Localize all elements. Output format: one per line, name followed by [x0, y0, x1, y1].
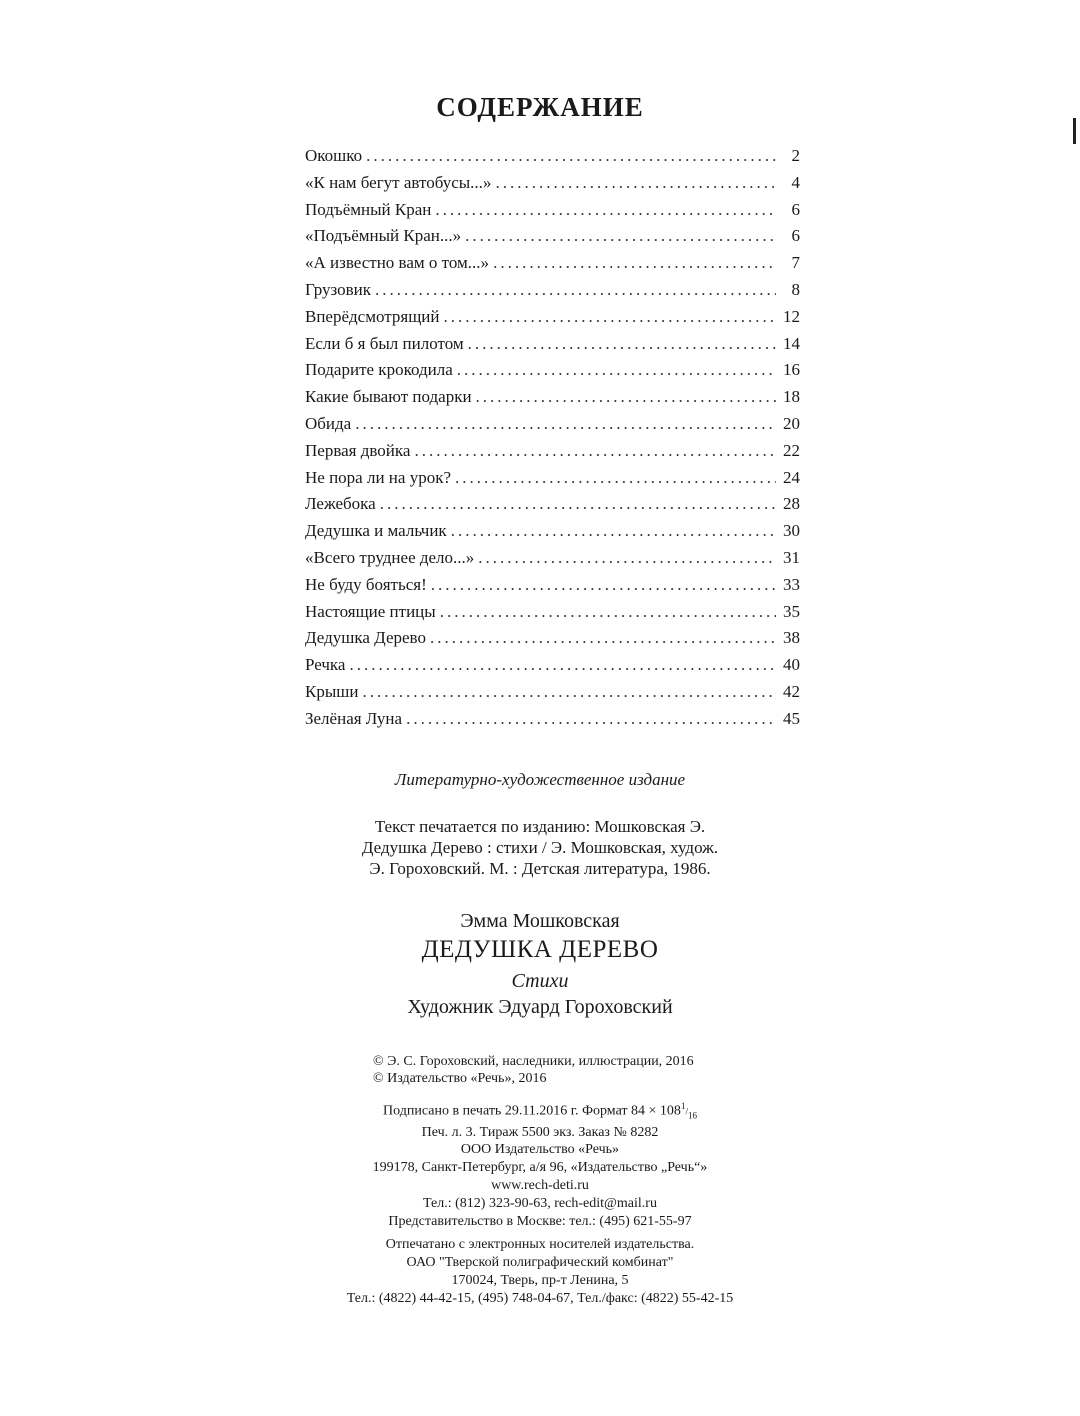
toc-entry-title: Речка	[305, 655, 346, 675]
toc-entry	[305, 277, 800, 304]
imprint-format-text: Подписано в печать 29.11.2016 г. Формат 84 × 108	[383, 1103, 681, 1119]
dot-leader	[362, 679, 776, 706]
toc-entry	[305, 250, 800, 277]
toc-entry-title: «А известно вам о том...»	[305, 253, 490, 273]
toc-entry	[305, 572, 800, 599]
edition-type: Литературно-художественное издание	[394, 770, 686, 789]
toc-entry-page: 35	[783, 601, 800, 621]
toc-entry	[305, 304, 800, 331]
source-line: Дедушка Дерево : стихи / Э. Мошковская, худож.	[361, 838, 719, 857]
dot-leader	[435, 197, 776, 224]
printer-line: ОАО "Тверской полиграфический комбинат"	[406, 1255, 674, 1270]
toc-entry-title: Если б я был пилотом	[305, 333, 464, 353]
toc-entry-title: Грузовик	[305, 279, 372, 299]
dot-leader	[355, 411, 776, 438]
toc-title: СОДЕРЖАНИЕ	[436, 92, 644, 122]
dot-leader	[406, 706, 776, 733]
publisher-info	[0, 1141, 1080, 1231]
toc-entry-page: 16	[783, 360, 800, 380]
dot-leader	[349, 652, 776, 679]
dot-leader	[430, 625, 776, 652]
toc-entry-page: 24	[783, 467, 800, 487]
genre: Стихи	[511, 970, 569, 992]
toc-entry-page: 20	[783, 413, 800, 433]
dot-leader	[451, 518, 776, 545]
toc-entry-title: Лежебока	[305, 494, 376, 514]
source-note	[0, 816, 1080, 879]
copyright-line: © Издательство «Речь», 2016	[373, 1071, 547, 1086]
toc-entry	[305, 438, 800, 465]
toc-entry-page: 30	[783, 521, 800, 541]
dot-leader	[380, 491, 776, 518]
toc-entry-title: Крыши	[305, 681, 359, 701]
table-of-contents	[305, 143, 800, 733]
toc-entry	[305, 357, 800, 384]
toc-entry-title: Дедушка и мальчик	[305, 521, 447, 541]
source-line: Э. Гороховский. М. : Детская литература, 1986.	[369, 859, 711, 878]
author-name: Эмма Мошковская	[460, 910, 620, 932]
toc-entry	[305, 331, 800, 358]
toc-entry-page: 7	[791, 253, 800, 273]
dot-leader	[440, 599, 776, 626]
toc-entry-title: Обида	[305, 413, 352, 433]
toc-entry	[305, 652, 800, 679]
toc-entry	[305, 143, 800, 170]
printer-info	[0, 1236, 1080, 1308]
copyright-line: © Э. С. Гороховский, наследники, иллюстрации, 2016	[373, 1054, 694, 1069]
publisher-line: Тел.: (812) 323-90-63, rech-edit@mail.ru	[423, 1196, 657, 1211]
dot-leader	[414, 438, 776, 465]
dot-leader	[457, 357, 776, 384]
toc-entry-page: 45	[783, 708, 800, 728]
toc-entry-page: 4	[791, 172, 800, 192]
toc-entry	[305, 679, 800, 706]
toc-entry-title: Первая двойка	[305, 440, 411, 460]
publisher-line: www.rech-deti.ru	[491, 1178, 589, 1193]
toc-entry-title: Не буду бояться!	[305, 574, 427, 594]
dot-leader	[455, 465, 776, 492]
printer-line: 170024, Тверь, пр-т Ленина, 5	[451, 1273, 629, 1288]
toc-entry	[305, 625, 800, 652]
toc-entry-page: 40	[783, 655, 800, 675]
publisher-line: 199178, Санкт-Петербург, а/я 96, «Издательство „Речь“»	[372, 1160, 708, 1175]
toc-entry-page: 38	[783, 628, 800, 648]
publisher-line: Представительство в Москве: тел.: (495) 621-55-97	[388, 1214, 692, 1229]
format-fraction-denominator: 16	[687, 1110, 697, 1121]
toc-entry-page: 12	[783, 306, 800, 326]
toc-entry	[305, 545, 800, 572]
copyright-notice	[373, 1053, 694, 1087]
toc-entry	[305, 197, 800, 224]
toc-entry-page: 6	[791, 226, 800, 246]
dot-leader	[493, 250, 776, 277]
toc-entry-title: Настоящие птицы	[305, 601, 436, 621]
toc-entry-title: «Подъёмный Кран...»	[305, 226, 462, 246]
toc-entry-title: Окошко	[305, 146, 363, 165]
toc-entry-page: 28	[783, 494, 800, 514]
toc-entry-title: Зелёная Луна	[305, 708, 403, 728]
printer-line: Отпечатано с электронных носителей издательства.	[385, 1237, 695, 1252]
toc-entry-page: 2	[791, 146, 800, 165]
toc-entry-page: 14	[783, 333, 800, 353]
toc-entry	[305, 518, 800, 545]
toc-entry-page: 8	[791, 279, 800, 299]
toc-entry	[305, 491, 800, 518]
toc-entry-title: Дедушка Дерево	[305, 628, 426, 648]
dot-leader	[465, 223, 776, 250]
source-line: Текст печатается по изданию: Мошковская Э.	[374, 817, 706, 836]
toc-entry-page: 31	[783, 547, 800, 567]
toc-entry	[305, 223, 800, 250]
dot-leader	[431, 572, 776, 599]
dot-leader	[468, 331, 776, 358]
imprint-info	[0, 1097, 1080, 1142]
toc-entry-page: 22	[783, 440, 800, 460]
toc-entry	[305, 706, 800, 733]
toc-entry-page: 18	[783, 387, 800, 407]
dot-leader	[375, 277, 776, 304]
toc-entry	[305, 411, 800, 438]
dot-leader	[444, 304, 777, 331]
publisher-line: ООО Издательство «Речь»	[460, 1142, 620, 1157]
toc-entry-title: «Всего труднее дело...»	[305, 547, 475, 567]
toc-entry-page: 33	[783, 574, 800, 594]
toc-entry	[305, 170, 800, 197]
toc-entry	[305, 465, 800, 492]
illustrator: Художник Эдуард Гороховский	[407, 996, 673, 1018]
dot-leader	[495, 170, 776, 197]
toc-entry-title: «К нам бегут автобусы...»	[305, 172, 492, 192]
printer-line: Тел.: (4822) 44-42-15, (495) 748-04-67, Тел./факс: (4822) 55-42-15	[346, 1291, 734, 1306]
imprint-line: Печ. л. 3. Тираж 5500 экз. Заказ № 8282	[421, 1125, 659, 1141]
dot-leader	[476, 384, 776, 411]
toc-entry-title: Не пора ли на урок?	[305, 467, 451, 487]
book-title: ДЕДУШКА ДЕРЕВО	[421, 936, 659, 963]
imprint-line: Подписано в печать 29.11.2016 г. Формат $84 \times 108^1/_{16}$	[383, 1101, 697, 1121]
toc-entry-title: Подарите крокодила	[305, 360, 453, 380]
dot-leader	[366, 143, 776, 170]
toc-entry-title: Подъёмный Кран	[305, 199, 432, 219]
toc-entry	[305, 599, 800, 626]
toc-entry	[305, 384, 800, 411]
format-fraction-numerator: 1	[680, 1101, 686, 1111]
dot-leader	[478, 545, 776, 572]
toc-entry-page: 6	[791, 199, 800, 219]
toc-entry-title: Вперёдсмотрящий	[305, 306, 440, 326]
toc-entry-title: Какие бывают подарки	[305, 387, 472, 407]
toc-entry-page: 42	[783, 681, 800, 701]
